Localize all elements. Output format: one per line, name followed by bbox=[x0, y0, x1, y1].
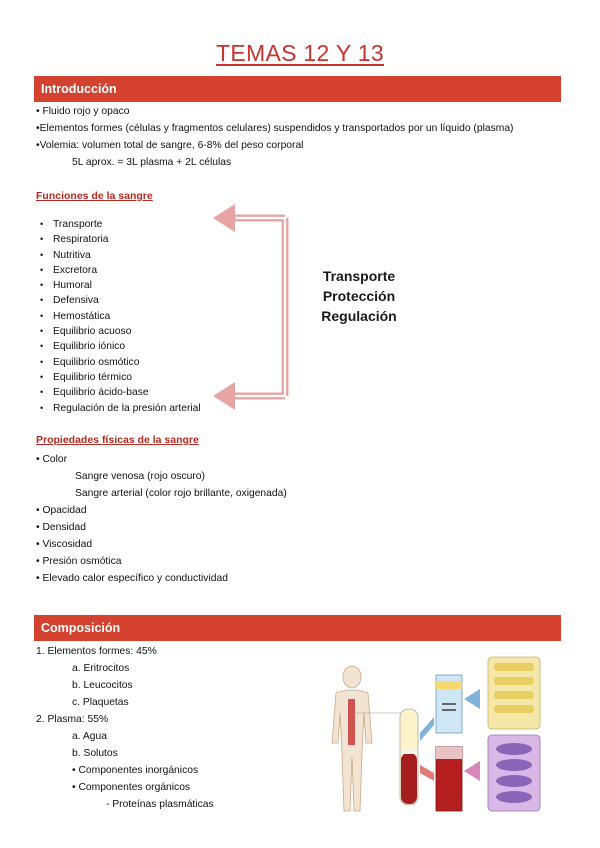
intro-line: 5L aprox. = 3L plasma + 2L células bbox=[72, 157, 232, 168]
comp-line: - Proteínas plasmáticas bbox=[106, 799, 214, 810]
list-item: • Respiratoria bbox=[40, 232, 201, 247]
list-item: • Humoral bbox=[40, 278, 201, 293]
propiedades-heading: Propiedades físicas de la sangre bbox=[36, 434, 199, 446]
comp-line: a. Eritrocitos bbox=[72, 663, 130, 674]
list-item: • Equilibrio acuoso bbox=[40, 324, 201, 339]
comp-line: • Componentes orgánicos bbox=[72, 782, 191, 793]
comp-line: a. Agua bbox=[72, 731, 107, 742]
list-item: • Regulación de la presión arterial bbox=[40, 401, 201, 416]
bracket-arrow-icon bbox=[205, 200, 305, 415]
page-title: TEMAS 12 Y 13 bbox=[216, 40, 384, 66]
intro-line: •Elementos formes (células y fragmentos celulares) suspendidos y transportados por un líquido (plasma) bbox=[36, 123, 514, 134]
list-item: • Equilibrio iónico bbox=[40, 339, 201, 354]
list-item: • Transporte bbox=[40, 217, 201, 232]
prop-line: • Elevado calor específico y conductividad bbox=[36, 573, 228, 584]
funciones-summary bbox=[300, 266, 418, 326]
funciones-heading: Funciones de la sangre bbox=[36, 190, 153, 202]
intro-line: •Volemia: volumen total de sangre, 6-8% del peso corporal bbox=[36, 140, 304, 151]
comp-line: b. Solutos bbox=[72, 748, 118, 759]
section-header-composicion: Composición bbox=[34, 615, 561, 641]
intro-line: • Fluido rojo y opaco bbox=[36, 106, 130, 117]
list-item: • Equilibrio térmico bbox=[40, 370, 201, 385]
summary-proteccion: Protección bbox=[322, 288, 396, 304]
prop-line: • Color bbox=[36, 454, 68, 465]
summary-transporte: Transporte bbox=[322, 268, 396, 284]
prop-line: Sangre venosa (rojo oscuro) bbox=[75, 471, 205, 482]
list-item: • Excretora bbox=[40, 263, 201, 278]
list-item: • Defensiva bbox=[40, 293, 201, 308]
body-blood-icon bbox=[348, 699, 355, 745]
summary-regulacion: Regulación bbox=[321, 308, 397, 324]
comp-line: b. Leucocitos bbox=[72, 680, 133, 691]
section-header-introduccion: Introducción bbox=[34, 76, 561, 102]
comp-line: c. Plaquetas bbox=[72, 697, 129, 708]
blood-composition-figure bbox=[322, 653, 550, 815]
prop-line: • Presión osmótica bbox=[36, 556, 122, 567]
list-item: • Nutritiva bbox=[40, 248, 201, 263]
comp-line: 1. Elementos formes: 45% bbox=[36, 646, 157, 657]
prop-line: • Viscosidad bbox=[36, 539, 93, 550]
prop-line: Sangre arterial (color rojo brillante, oxigenada) bbox=[75, 488, 287, 499]
list-item: • Hemostática bbox=[40, 309, 201, 324]
prop-line: • Opacidad bbox=[36, 505, 87, 516]
list-item: • Equilibrio osmótico bbox=[40, 355, 201, 370]
list-item: • Equilibrio ácido-base bbox=[40, 385, 201, 400]
prop-line: • Densidad bbox=[36, 522, 86, 533]
comp-line: • Componentes inorgánicos bbox=[72, 765, 199, 776]
funciones-list bbox=[40, 217, 201, 416]
comp-line: 2. Plasma: 55% bbox=[36, 714, 109, 725]
